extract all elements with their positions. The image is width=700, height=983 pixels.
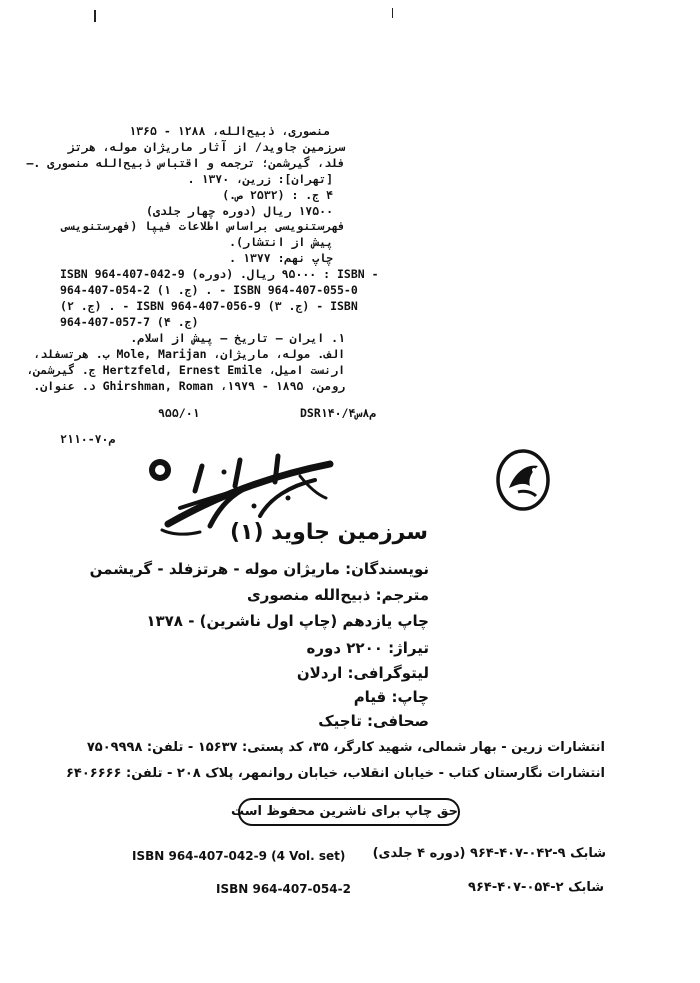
cip-line: منصوری، ذبیح‌الله، ۱۲۸۸ - ۱۳۶۵: [129, 124, 330, 138]
lithography-line: لیتوگرافی: اردلان: [296, 664, 429, 682]
publisher-zarrin-address: انتشارات زرین - بهار شمالی، شهید کارگر، ۳۵، کد پستی: ۱۵۶۳۷ - تلفن: ۷۵۰۹۹۹۸: [86, 740, 605, 755]
edition-line: چاپ یازدهم (چاپ اول ناشرین) - ۱۳۷۸: [146, 612, 429, 630]
cip-line: ۱۷۵۰۰ ریال (دوره چهار جلدی): [146, 204, 333, 218]
scan-mark: [392, 8, 393, 18]
cip-line: 964-407-057-7 (ج. ۴): [60, 315, 199, 329]
authors-line: نویسندگان: ماریژان موله - هرتزفلد - گریشمن: [89, 560, 429, 578]
cip-line: فلد، گیرشمن؛ ترجمه و اقتباس ذبیح‌الله منصوری .—: [26, 156, 345, 170]
cip-line: چاپ نهم: ۱۳۷۷ .: [229, 251, 333, 265]
cip-line: 964-407-054-2 (ج. ۱) . - ISBN 964-407-055-0: [60, 283, 358, 297]
isbn-set-persian: شابک ۹-۰۴۲-۴۰۷-۹۶۴ (دوره ۴ جلدی): [372, 846, 606, 861]
call-number: DSR۱۴۰/م۸س۴: [300, 406, 377, 420]
zarrin-logo: [494, 448, 552, 512]
printing-line: چاپ: قیام: [353, 688, 429, 706]
publisher-negarestan-address: انتشارات نگارستان کتاب - خیابان انقلاب، خیابان روانمهر، پلاک ۲۰۸ - تلفن: ۶۴۰۶۶۶۶: [65, 766, 605, 781]
isbn-volume-persian: شابک ۲-۰۵۴-۴۰۷-۹۶۴: [468, 880, 604, 895]
cip-line: [تهران]: زرین، ۱۳۷۰ .: [187, 172, 333, 186]
isbn-volume-latin: ISBN 964-407-054-2: [216, 882, 351, 896]
cip-line: ۴ ج. : (۲۵۳۲ ص.): [222, 188, 333, 202]
rights-box: [230, 798, 460, 826]
cip-line: ارنست امیل، Hertzfeld, Ernest Emile ج. گیرشمن،: [26, 363, 345, 377]
cip-line: ISBN 964-407-042-9 (دوره) .۹۵۰۰۰ ریال : ISBN -: [60, 267, 379, 281]
print-run-line: تیراژ: ۲۲۰۰ دوره: [306, 639, 429, 657]
cip-line: پیش از انتشار).: [229, 235, 333, 249]
bird-emblem-icon: [494, 448, 552, 512]
class-number: ۹۵۵/۰۱: [158, 406, 200, 420]
isbn-set-latin: ISBN 964-407-042-9 (4 Vol. set): [132, 849, 346, 863]
scan-mark: [94, 10, 96, 22]
translator-line: مترجم: ذبیح‌الله منصوری: [247, 586, 429, 604]
cip-line: فهرستنویسی براساس اطلاعات فیپا (فهرستنویسی: [61, 219, 345, 233]
cip-line: ۱. ایران — تاریخ — پیش از اسلام.: [130, 331, 345, 345]
rights-text: حق چاپ برای ناشرین محفوظ است: [230, 804, 458, 819]
cip-line: سرزمین جاوید/ از آثار ماریژان موله، هرتز: [68, 140, 345, 154]
cip-line: (ج. ۲) . - ISBN 964-407-056-9 (ج. ۳) - ISBN: [60, 299, 358, 313]
cip-line: الف. موله، ماریژان، Mole, Marijan ب. هرتسفلد،: [33, 347, 345, 361]
catalog-number: ۲۱۱۰-۷۰م: [60, 432, 116, 446]
cip-line: رومن، ۱۸۹۵ - ۱۹۷۹، Ghirshman, Roman د. عنوان.: [33, 379, 345, 393]
book-title: سرزمین جاوید (۱): [229, 520, 428, 545]
binding-line: صحافی: تاجیک: [318, 712, 429, 730]
